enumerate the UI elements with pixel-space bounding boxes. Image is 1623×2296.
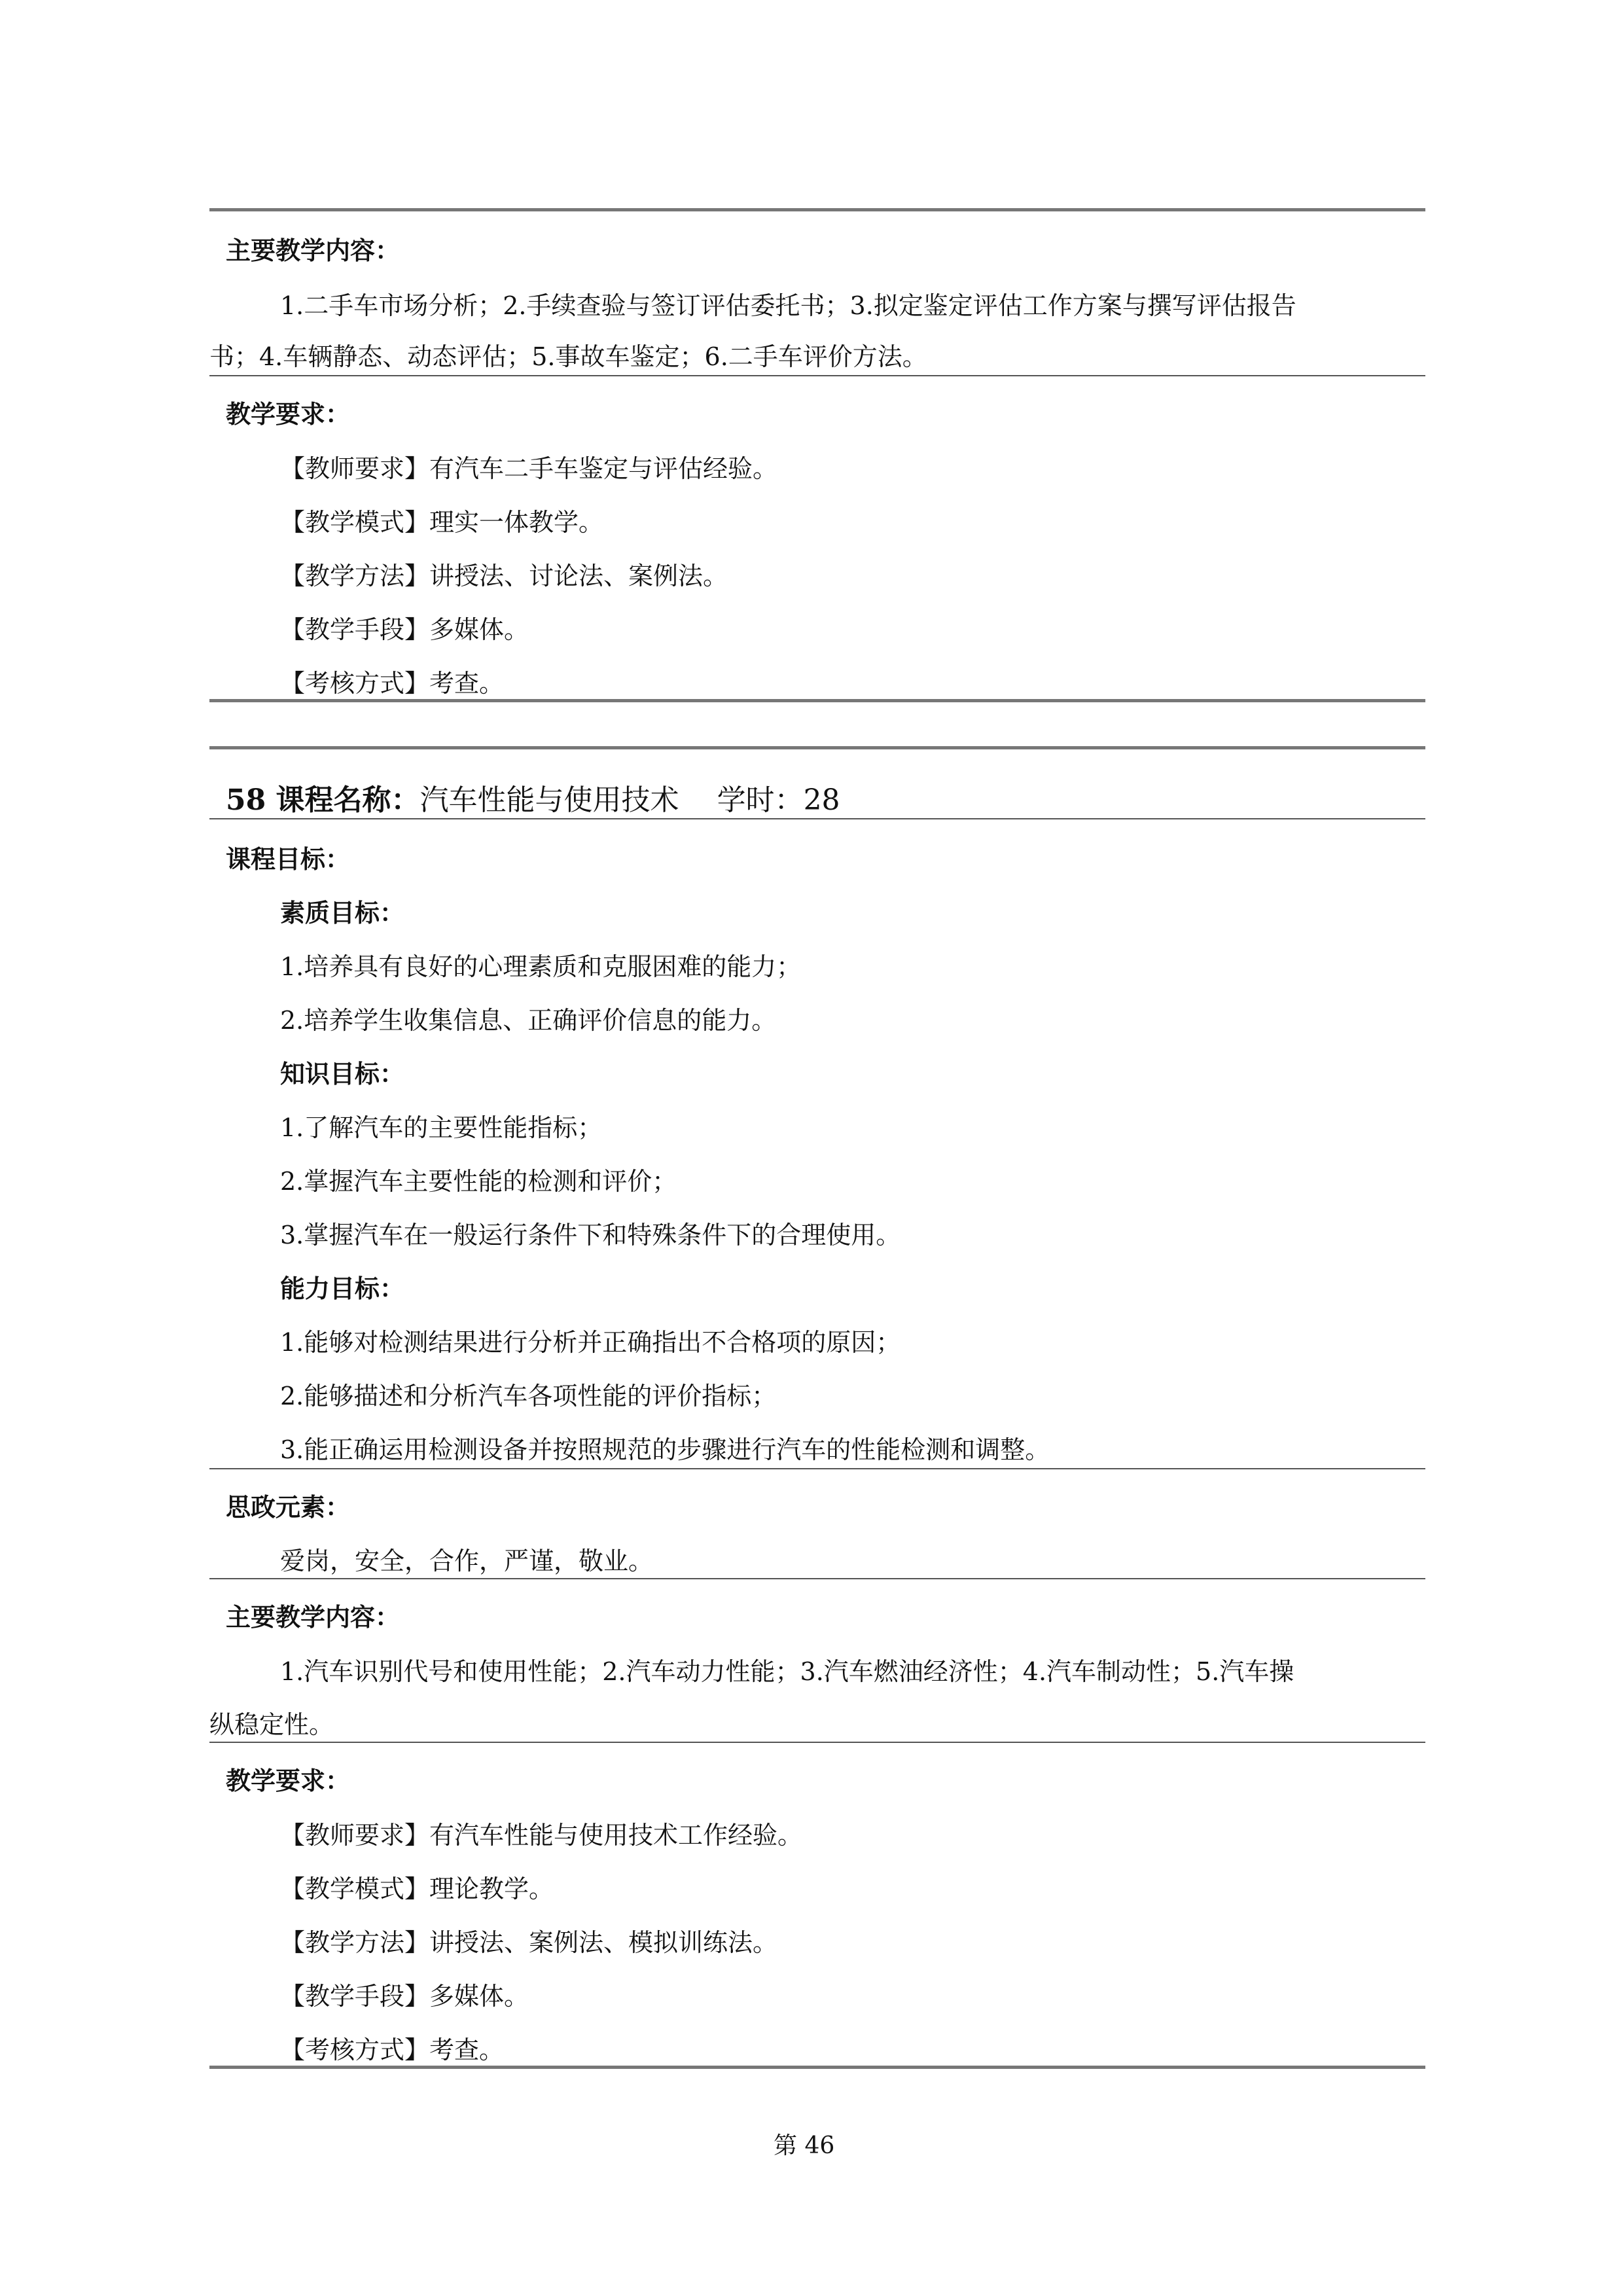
quality-goal-item: 2.培养学生收集信息、正确评价信息的能力。 [280, 1006, 777, 1035]
block1-requirement-means: 【教学手段】多媒体。 [280, 615, 529, 644]
ability-goal-item: 1.能够对检测结果进行分析并正确指出不合格项的原因； [280, 1328, 901, 1357]
course58-requirements-label: 教学要求： [226, 1767, 351, 1795]
course58-top-rule [209, 746, 1425, 749]
block1-requirement-method: 【教学方法】讲授法、讨论法、案例法。 [280, 562, 728, 590]
course58-content-line2: 纵稳定性。 [209, 1710, 334, 1739]
rule [209, 1468, 1425, 1469]
block1-requirement-teacher: 【教师要求】有汽车二手车鉴定与评估经验。 [280, 454, 778, 483]
top-rule [209, 208, 1425, 211]
rule [209, 1578, 1425, 1579]
ideology-label: 思政元素： [226, 1493, 351, 1522]
course58-requirement-mode: 【教学模式】理论教学。 [280, 1874, 554, 1903]
course58-requirement-teacher: 【教师要求】有汽车性能与使用技术工作经验。 [280, 1821, 803, 1850]
block1-content-line2: 书；4.车辆静态、动态评估；5.事故车鉴定；6.二手车评价方法。 [209, 342, 927, 371]
rule [209, 375, 1425, 376]
quality-goals-label: 素质目标： [280, 899, 405, 927]
knowledge-goal-item: 2.掌握汽车主要性能的检测和评价； [280, 1167, 677, 1196]
block1-bottom-rule [209, 699, 1425, 702]
course58-requirement-means: 【教学手段】多媒体。 [280, 1982, 529, 2011]
block1-requirement-assessment: 【考核方式】考查。 [280, 669, 505, 698]
course-hours: 28 [803, 783, 840, 817]
course58-requirement-assessment: 【考核方式】考查。 [280, 2036, 505, 2064]
course-goals-label: 课程目标： [226, 845, 351, 874]
course-title-prefix: 58 课程名称： [226, 783, 420, 817]
knowledge-goal-item: 1.了解汽车的主要性能指标； [280, 1113, 603, 1142]
block1-requirement-mode: 【教学模式】理实一体教学。 [280, 508, 604, 537]
block1-content-line1: 1.二手车市场分析；2.手续查验与签订评估委托书；3.拟定鉴定评估工作方案与撰写评估报告 [280, 291, 1296, 320]
course58-content-label: 主要教学内容： [226, 1603, 401, 1632]
course-hours-label: 学时： [717, 783, 804, 817]
quality-goal-item: 1.培养具有良好的心理素质和克服困难的能力； [280, 952, 802, 981]
rule [209, 818, 1425, 819]
page-number: 第 46 [774, 2132, 835, 2159]
ability-goal-item: 2.能够描述和分析汽车各项性能的评价指标； [280, 1382, 777, 1410]
block1-requirements-label: 教学要求： [226, 400, 351, 429]
knowledge-goal-item: 3.掌握汽车在一般运行条件下和特殊条件下的合理使用。 [280, 1221, 901, 1249]
ideology-text: 爱岗，安全，合作，严谨，敬业。 [280, 1547, 654, 1575]
knowledge-goals-label: 知识目标： [280, 1060, 405, 1088]
ability-goals-label: 能力目标： [280, 1274, 405, 1303]
ability-goal-item: 3.能正确运用检测设备并按照规范的步骤进行汽车的性能检测和调整。 [280, 1435, 1050, 1464]
course58-bottom-rule [209, 2066, 1425, 2069]
block1-content-label: 主要教学内容： [226, 236, 401, 265]
course58-content-line1: 1.汽车识别代号和使用性能；2.汽车动力性能；3.汽车燃油经济性；4.汽车制动性；5.汽车操 [280, 1657, 1294, 1686]
course58-title [226, 776, 840, 818]
course58-requirement-method: 【教学方法】讲授法、案例法、模拟训练法。 [280, 1928, 778, 1957]
rule [209, 1742, 1425, 1743]
course-name: 汽车性能与使用技术 [419, 783, 679, 817]
